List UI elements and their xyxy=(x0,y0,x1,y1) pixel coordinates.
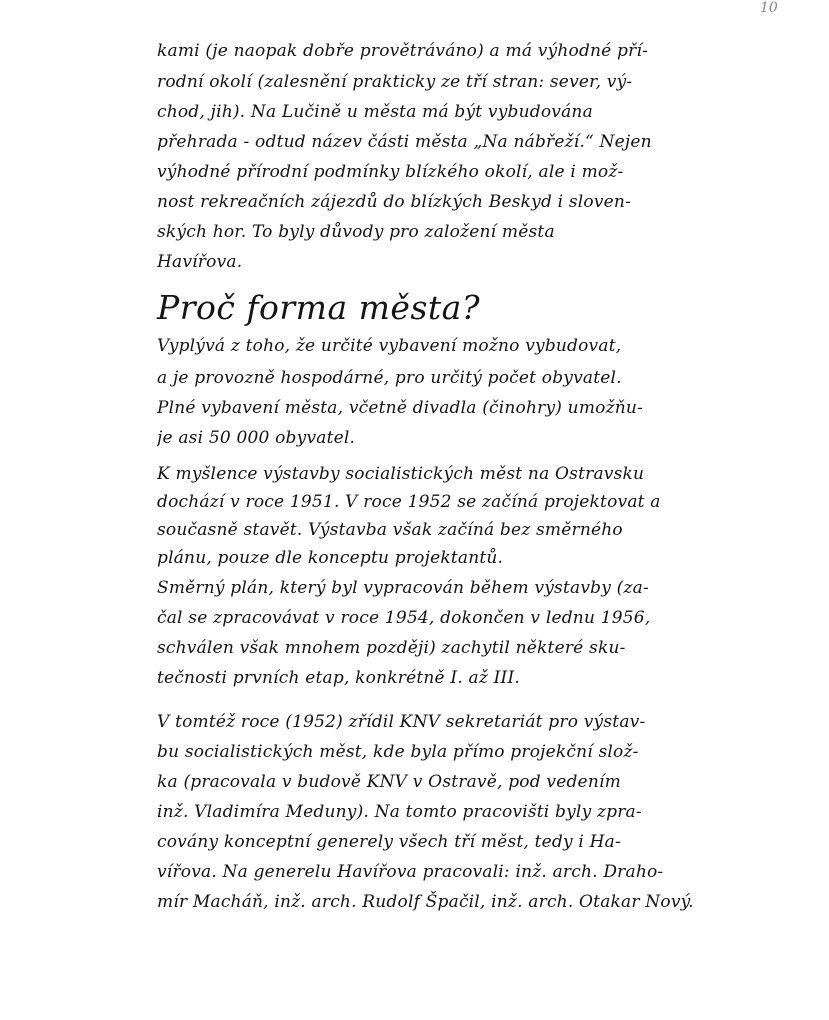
text-line: nost rekreačních zájezdů do blízkých Beskyd i sloven- xyxy=(157,192,632,212)
text-line: K myšlence výstavby socialistických měst na Ostravsku xyxy=(157,464,645,484)
text-line: ských hor. To byly důvody pro založení města xyxy=(157,222,555,242)
section-heading: Proč forma města? xyxy=(157,288,481,327)
text-line: současně stavět. Výstavba však začíná bez směrného xyxy=(157,520,623,540)
text-line: a je provozně hospodárné, pro určitý počet obyvatel. xyxy=(157,368,622,388)
text-line: chod, jih). Na Lučině u města má být vybudována xyxy=(157,102,593,122)
text-line: covány konceptní generely všech tří měst, tedy i Ha- xyxy=(157,832,621,852)
text-line: ka (pracovala v budově KNV v Ostravě, pod vedením xyxy=(157,772,621,792)
text-line: kami (je naopak dobře provětráváno) a má výhodné pří- xyxy=(157,41,649,61)
text-line: Havířova. xyxy=(157,252,243,272)
text-line: Směrný plán, který byl vypracován během výstavby (za- xyxy=(157,578,649,598)
text-line: Plné vybavení města, včetně divadla (činohry) umožňu- xyxy=(157,398,643,418)
text-line: čal se zpracovávat v roce 1954, dokončen v lednu 1956, xyxy=(157,608,651,628)
page-number: 10 xyxy=(760,0,778,16)
text-line: mír Macháň, inž. arch. Rudolf Špačil, inž. arch. Otakar Nový. xyxy=(157,892,694,912)
text-line: bu socialistických měst, kde byla přímo projekční slož- xyxy=(157,742,639,762)
text-line: je asi 50 000 obyvatel. xyxy=(157,428,356,448)
text-line: inž. Vladimíra Meduny). Na tomto pracovišti byly zpra- xyxy=(157,802,642,822)
text-line: tečnosti prvních etap, konkrétně I. až III. xyxy=(157,668,520,688)
text-line: rodní okolí (zalesnění prakticky ze tří stran: sever, vý- xyxy=(157,72,633,92)
text-line: V tomtéž roce (1952) zřídil KNV sekretariát pro výstav- xyxy=(157,712,646,732)
text-line: přehrada - odtud název části města „Na nábřeží.“ Nejen xyxy=(157,132,652,152)
text-line: vířova. Na generelu Havířova pracovali: inž. arch. Draho- xyxy=(157,862,664,882)
text-line: dochází v roce 1951. V roce 1952 se začíná projektovat a xyxy=(157,492,661,512)
text-line: schválen však mnohem později) zachytil některé sku- xyxy=(157,638,626,658)
text-line: výhodné přírodní podmínky blízkého okolí, ale i mož- xyxy=(157,162,624,182)
text-line: plánu, pouze dle konceptu projektantů. xyxy=(157,548,504,568)
text-line: Vyplývá z toho, že určité vybavení možno vybudovat, xyxy=(157,336,622,356)
